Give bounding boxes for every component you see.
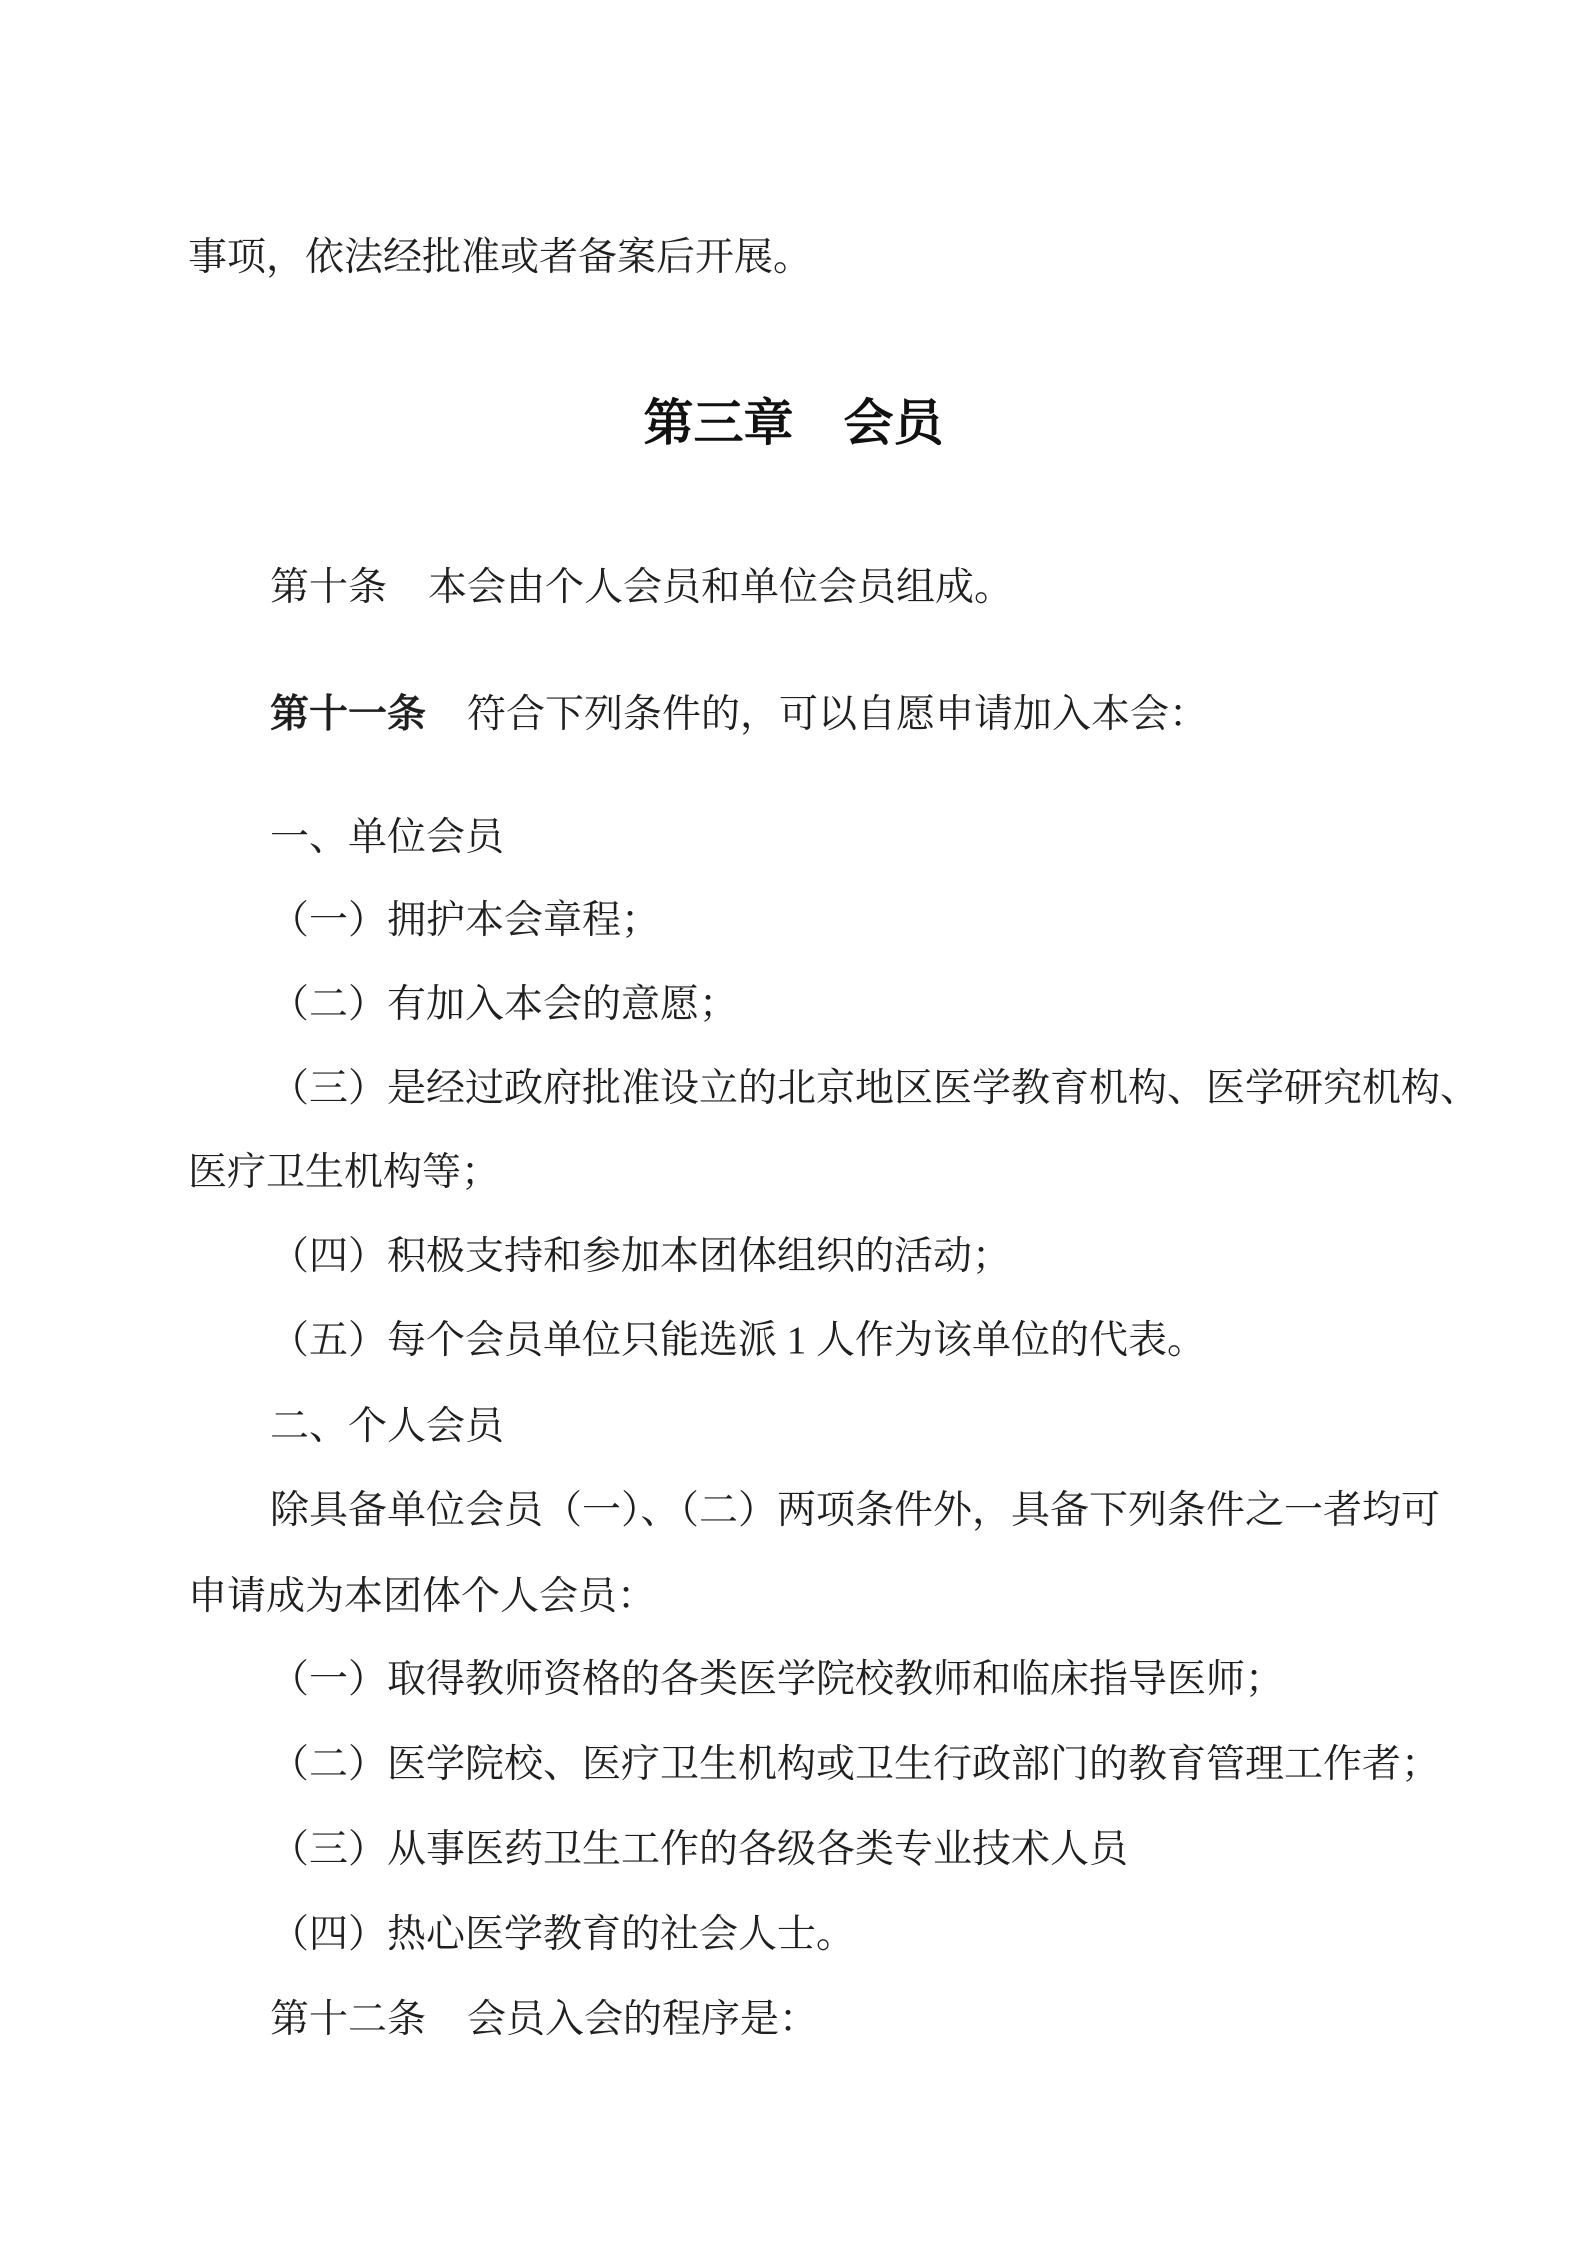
individual-member-item-1: （一）取得教师资格的各类医学院校教师和临床指导医师；: [270, 1658, 1285, 1701]
article-10: [270, 568, 1013, 609]
individual-member-item-3: （三）从事医药卫生工作的各级各类专业技术人员: [270, 1828, 1129, 1871]
unit-member-item-1: （一）拥护本会章程；: [270, 899, 661, 942]
chapter-heading: 第三章 会员: [643, 395, 944, 451]
unit-member-section-title: 一、单位会员: [270, 816, 505, 859]
unit-member-item-3-line-1: （三）是经过政府批准设立的北京地区医学教育机构、医学研究机构、: [270, 1067, 1480, 1110]
unit-member-item-3-line-2: 医疗卫生机构等；: [188, 1151, 501, 1194]
individual-member-section-title: 二、个人会员: [270, 1405, 505, 1448]
previous-paragraph-continuation: 事项，依法经批准或者备案后开展。: [188, 236, 813, 279]
individual-member-intro-line-2: 申请成为本团体个人会员：: [188, 1575, 657, 1618]
article-10-number: 第十条: [270, 566, 388, 609]
article-12-text: 会员入会的程序是：: [467, 1998, 819, 2041]
unit-member-item-2: （二）有加入本会的意愿；: [270, 983, 739, 1026]
individual-member-item-2: （二）医学院校、医疗卫生机构或卫生行政部门的教育管理工作者；: [270, 1743, 1441, 1786]
article-12: [270, 2000, 818, 2041]
unit-member-item-4: （四）积极支持和参加本团体组织的活动；: [270, 1235, 1012, 1278]
article-10-text: 本会由个人会员和单位会员组成。: [428, 566, 1014, 609]
individual-member-intro-line-1: 除具备单位会员（一）、（二）两项条件外，具备下列条件之一者均可: [270, 1489, 1441, 1532]
unit-member-item-5: （五）每个会员单位只能选派 1 人作为该单位的代表。: [270, 1319, 1207, 1362]
article-11: [270, 695, 1208, 736]
article-11-text: 符合下列条件的，可以自愿申请加入本会：: [467, 693, 1209, 736]
article-12-number: 第十二条: [270, 1998, 427, 2041]
article-11-number: 第十一条: [270, 693, 427, 736]
individual-member-item-4: （四）热心医学教育的社会人士。: [270, 1913, 856, 1956]
